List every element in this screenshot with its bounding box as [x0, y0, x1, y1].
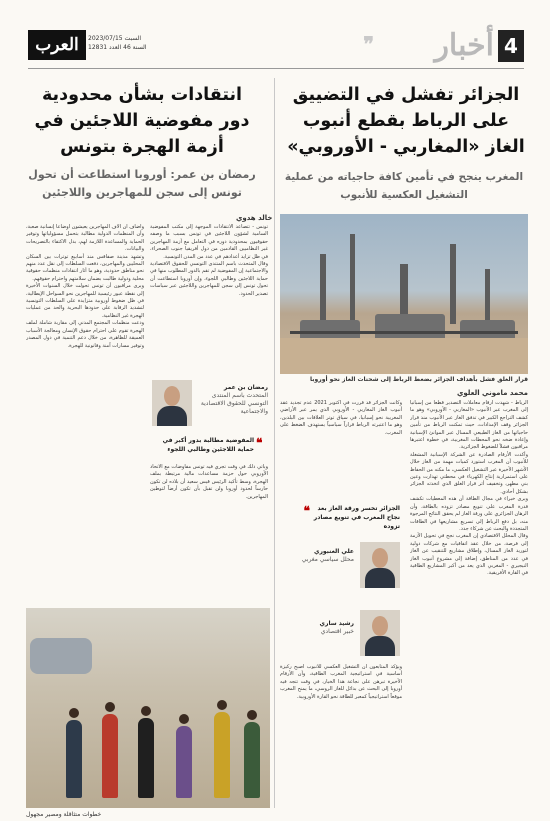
headline-tunisia-refugees: انتقادات بشأن محدودية دور مفوضية اللاجئين في أزمة الهجرة بتونس — [34, 85, 250, 157]
person-shape — [66, 720, 82, 798]
tank-shape — [375, 314, 445, 338]
headline-algeria-gas: الجزائر تفشل في التضييق على الرباط بقطع أنبوب الغاز «المغاربي - الأوروبي» — [287, 85, 525, 157]
face-shape — [164, 386, 180, 406]
portrait-2-name: رشيد ساري — [319, 620, 354, 627]
person-shape — [138, 718, 154, 798]
face-shape — [372, 548, 388, 568]
portrait-1-name: علي الغنبوري — [313, 548, 354, 555]
paragraph: الرباط - شهدت أرقام معاملات التصدير قطعاً من إسبانيا إلى المغرب عبر الأنبوب «المغاربي - الأوروبي» وهو ما كشف التراجع الكبير في تدفق الغاز عبر الأنبوب منذ قرار الجزائر وقف الإمدادات، حيث تمكنت الرباط من تأمين حاجياتها من الغاز الطبيعي المسال عبر الموانئ الإسبانية وإعادة ضخه نحو المحطات المغربية، في خطوة اعتبرها مراقبون فشلاً للضغوط الجزائرية. — [410, 400, 528, 451]
tank-shape — [460, 320, 515, 338]
article-left-column-2 — [26, 224, 144, 602]
chimney-shape — [450, 244, 456, 324]
paragraph: ويرى خبراء في مجال الطاقة أن هذه المعطيات تكشف قدرة المغرب على تنويع مصادر تزوده بالطاقة، وأن الرهان الجزائري على ورقة الغاز لم يحقق النتائج المرجوة منه، بل دفع الرباط إلى تسريع مشاريعها في الطاقات المتجددة والبحث عن شركاء جدد. — [410, 496, 528, 532]
byline-left: خالد هدوي — [236, 214, 273, 222]
migrants-photo — [26, 608, 270, 808]
paragraph: وقال المحلل الاقتصادي إن المغرب نجح في تحويل الأزمة إلى فرصة، من خلال عقد اتفاقيات مع شركات دولية لتوريد الغاز المسال، وإطلاق مشاريع للتنقيب عن الغاز في عدد من المناطق، إضافة إلى مشروع أنبوب الغاز النيجيري - المغربي الذي يعد من أكبر المشاريع الطاقية في القارة الأفريقية. — [410, 533, 528, 577]
tank-shape — [300, 320, 360, 338]
head-shape — [217, 700, 227, 710]
person-shape — [214, 712, 230, 798]
newspaper-logo: العرب — [28, 30, 86, 60]
head-shape — [141, 706, 151, 716]
person-shape — [102, 714, 118, 798]
paragraph: ودعت منظمات المجتمع المدني إلى مقاربة شاملة لملف الهجرة تقوم على احترام حقوق الإنسان ومعالجة الأسباب العميقة للظاهرة، من خلال دعم التنمية في دول المصدر وتوفير مسارات آمنة وقانونية للهجرة. — [26, 320, 144, 349]
section-title: أخبار — [434, 28, 494, 63]
person-shape — [244, 722, 260, 798]
portrait-photo — [360, 542, 400, 588]
photo-caption-migrants: خطوات متثاقلة ومصير مجهول — [26, 811, 102, 818]
face-shape — [372, 616, 388, 636]
chimney-shape — [485, 269, 490, 324]
paragraph: وأضاف أن آلاف المهاجرين يعيشون أوضاعاً إنسانية صعبة، وأن المنظمات الدولية مطالبة بتحمل مسؤولياتها وتوفير الحماية والمساعدة اللازمة لهم، بدل الاكتفاء بالتصريحات والبيانات. — [26, 224, 144, 253]
gas-facility-photo — [280, 214, 528, 374]
body-shape — [365, 636, 395, 656]
issue-line: السنة 46 العدد 12831 — [88, 44, 147, 51]
paragraph: ويأتي ذلك في وقت تجري فيه تونس مفاوضات مع الاتحاد الأوروبي حول حزمة مساعدات مالية مرتبطة بملف الهجرة، وسط تأكيد الرئيس قيس سعيد أن بلاده لن تكون حارساً لحدود أوروبا ولن تقبل بأن تكون أرضاً لتوطين المهاجرين. — [150, 464, 268, 500]
page-number: 4 — [498, 30, 524, 62]
portrait-left-role: المتحدث باسم المنتدى التونسي للحقوق الاقتصادية والاجتماعية — [200, 392, 268, 415]
body-shape — [365, 568, 395, 588]
pipeline-shape — [290, 331, 518, 334]
chimney-shape — [350, 234, 355, 324]
portrait-1-caption — [284, 548, 354, 564]
paragraph: ويؤكد المتابعون أن التشغيل العكسي للأنبوب أصبح ركيزة أساسية في استراتيجية المغرب الطاقية، وأن الأرقام الأخيرة تبرهن على نجاعة هذا الخيار، في وقت تتجه فيه أوروبا إلى البحث عن بدائل للغاز الروسي، ما يمنح المغرب موقعاً استراتيجياً كمعبر للطاقة نحو القارة الأوروبية. — [280, 664, 402, 700]
portrait-photo — [152, 380, 192, 426]
byline-right: محمد ماموني العلوي — [456, 389, 528, 397]
article-right-column-2a — [280, 400, 402, 500]
body-shape — [157, 406, 187, 426]
photo-caption-main: قرار الغلق فشل بأهداف الجزائر بضغط الرباط إلى شحنات الغاز نحو أوروبا — [310, 376, 528, 383]
portrait-left-caption — [196, 384, 268, 416]
date-line: السبت 2023/07/15 — [88, 35, 142, 42]
paragraph: وكانت الجزائر قد قررت في أكتوبر 2021 عدم تجديد عقد أنبوب الغاز المغاربي - الأوروبي الذي يمر عبر الأراضي المغربية نحو إسبانيا، في سياق توتر العلاقات بين البلدين، وهو ما اعتبرته الرباط قراراً سياسياً يستهدف الضغط على المغرب. — [280, 400, 402, 436]
article-left-column-1 — [150, 224, 268, 374]
pull-quote-right: الجزائر تخسر ورقة الغاز بعد نجاح المغرب في تنويع مصادر تزوده — [313, 505, 400, 530]
paragraph: ويرى مراقبون أن تونس تحولت خلال السنوات الأخيرة إلى نقطة عبور رئيسية للمهاجرين نحو السواحل الإيطالية، في ظل ضغوط أوروبية متزايدة على السلطات التونسية لتشديد الرقابة على حدودها البحرية والحد من عمليات الهجرة غير النظامية. — [26, 283, 144, 319]
paragraph: وتشهد مدينة صفاقس منذ أسابيع توترات بين السكان المحليين والمهاجرين، دفعت السلطات إلى نقل عدد منهم نحو مناطق حدودية، وهو ما أثار انتقادات منظمات حقوقية محلية ودولية طالبت بضمان سلامتهم واحترام حقوقهم. — [26, 253, 144, 282]
chimney-shape — [320, 254, 326, 324]
head-shape — [69, 708, 79, 718]
pull-quote-left: المفوضية مطالبة بدور أكبر في حماية اللاجئين وطالبي اللجوء — [162, 437, 254, 453]
section-quote-mark: ❞ — [363, 32, 374, 56]
head-shape — [247, 710, 257, 720]
column-divider — [274, 78, 275, 808]
person-shape — [176, 726, 192, 798]
quote-mark-icon: ❝ — [303, 504, 310, 518]
portrait-left-name: رمضان بن عمر — [223, 384, 268, 391]
article-right-column-2b — [280, 664, 402, 808]
article-left-column-1b — [150, 464, 268, 602]
masthead — [28, 30, 524, 66]
subheadline-tunisia-refugees: رمضان بن عمر: أوروبا استطاعت أن تحول تونس إلى سجن للمهاجرين واللاجئين — [28, 168, 256, 199]
quote-mark-icon: ❝ — [256, 436, 263, 450]
portrait-2-role: خبير اقتصادي — [320, 628, 354, 635]
vehicle-shape — [30, 638, 92, 674]
portrait-1-role: محلل سياسي مغربي — [301, 556, 354, 563]
paragraph: تونس - تتصاعد الانتقادات الموجهة إلى مكتب المفوضية السامية لشؤون اللاجئين في تونس بسبب ما وصفه حقوقيون بمحدودية دوره في التعامل مع أزمة المهاجرين غير النظاميين القادمين من دول أفريقيا جنوب الصحراء، في ظل تزايد أعدادهم في عدد من المدن التونسية. — [150, 224, 268, 260]
article-right-column-1 — [410, 400, 528, 808]
issue-meta — [88, 34, 147, 52]
head-shape — [105, 702, 115, 712]
header-divider — [28, 68, 524, 69]
portrait-2-caption — [284, 620, 354, 636]
subheadline-algeria-gas: المغرب ينجح في تأمين كافة حاجياته من عملية التشغيل العكسية للأنبوب — [284, 171, 524, 201]
head-shape — [179, 714, 189, 724]
paragraph: وأكدت الأرقام الصادرة عن الشركة الإسبانية المشغلة للأنبوب أن المغرب استورد كميات مهمة من الغاز خلال الأشهر الأخيرة عبر التشغيل العكسي، ما مكنه من الحفاظ على استمرارية إنتاج الكهرباء في محطتي تهدارت وعين بني مطهر، وتخفيف أثر قرار الغلق الذي اتخذته الجزائر بشكل أحادي. — [410, 451, 528, 495]
paragraph: وقال المتحدث باسم المنتدى التونسي للحقوق الاقتصادية والاجتماعية إن المفوضية لم تقم بالدور المطلوب منها في حماية اللاجئين وطالبي اللجوء، وإن أوروبا استطاعت أن تحول تونس إلى سجن للمهاجرين واللاجئين عبر سياسات تصدير الحدود. — [150, 261, 268, 297]
desert-ground — [280, 338, 528, 374]
portrait-photo — [360, 610, 400, 656]
